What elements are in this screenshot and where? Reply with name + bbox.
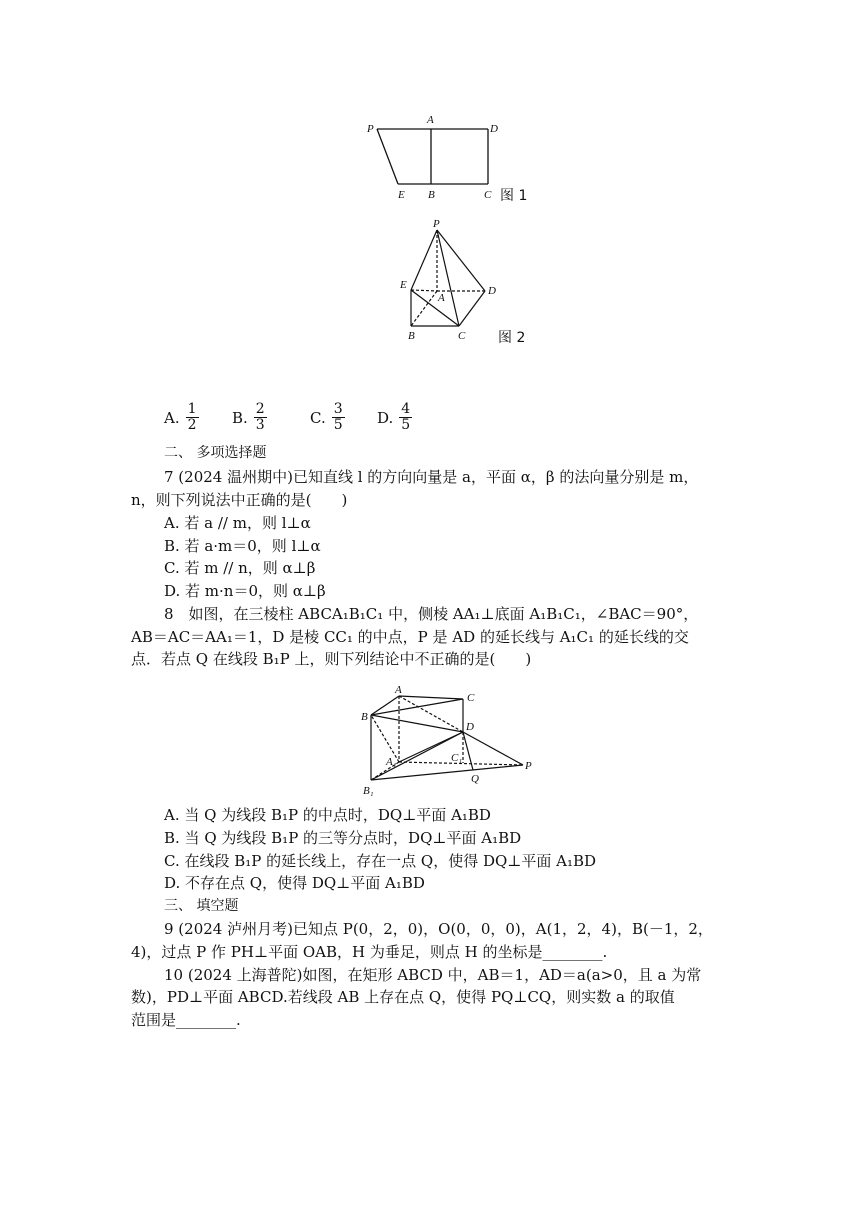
q8-stem-line2: AB＝AC＝AA₁＝1，D 是棱 CC₁ 的中点，P 是 AD 的延长线与 A₁C₁ 的延长线的交 [131,628,689,646]
fig3-label-P: P [525,760,532,772]
q6-option-b[interactable]: B. $\frac{2}{3}$ [232,401,265,433]
fig3-edge-DP [463,732,523,765]
figure-2 [395,218,545,350]
fig2-label-A: A [438,292,445,304]
fig3-label-D: D [466,721,474,733]
section-3-title: 三、 填空题 [164,898,239,914]
fig1-caption: 图 1 [500,188,528,204]
q8-option-b[interactable]: B. 当 Q 为线段 B₁P 的三等分点时，DQ⊥平面 A₁BD [164,829,522,847]
fig2-label-D: D [488,285,496,297]
fig3-label-C1: C₁ [451,752,463,764]
q6-option-c[interactable]: C. $\frac{3}{5}$ [310,401,343,433]
fig2-label-B: B [408,330,415,342]
fig2-label-C: C [458,330,466,342]
section-2-title: 二、 多项选择题 [164,445,267,461]
fig3-label-C: C [467,692,475,704]
fraction: $\frac{1}{2}$ [187,401,197,433]
q9-stem-line2: 4)，过点 P 作 PH⊥平面 OAB，H 为垂足，则点 H 的坐标是________. [131,943,608,961]
figure-3 [355,682,545,800]
fig2-label-E: E [400,279,407,291]
fig2-label-P: P [433,218,440,230]
q10-stem-line1: 10 (2024 上海普陀)如图，在矩形 ABCD 中，AB＝1，AD＝a(a>0，且 a 为常 [164,966,702,984]
q8-option-c[interactable]: C. 在线段 B₁P 的延长线上，存在一点 Q，使得 DQ⊥平面 A₁BD [164,852,597,870]
q10-stem-line2: 数)，PD⊥平面 ABCD.若线段 AB 上存在点 Q，使得 PQ⊥CQ，则实数 a 的取值 [131,988,675,1006]
q9-stem-line1: 9 (2024 泸州月考)已知点 P(0，2，0)，O(0，0，0)，A(1，2，4)，B(－1，2， [164,920,713,938]
q7-option-c[interactable]: C. 若 m // n，则 α⊥β [164,559,316,577]
q8-option-a[interactable]: A. 当 Q 为线段 B₁P 的中点时，DQ⊥平面 A₁BD [164,806,491,824]
q7-option-d[interactable]: D. 若 m·n＝0，则 α⊥β [164,582,326,600]
q6-option-d[interactable]: D. $\frac{4}{5}$ [377,401,411,433]
fig3-edge-BC [371,699,463,715]
q7-option-a[interactable]: A. 若 a // m，则 l⊥α [164,514,311,532]
fig2-edge-EA [411,290,437,291]
fig1-label-D: D [490,123,498,135]
q8-option-d[interactable]: D. 不存在点 Q，使得 DQ⊥平面 A₁BD [164,874,425,892]
fig1-label-P: P [367,123,374,135]
fig3-label-A: A [395,684,402,696]
fig2-edge-PE [411,230,437,290]
q10-stem-line3: 范围是________. [131,1011,241,1029]
fig3-label-B1: B₁ [363,785,374,797]
fig3-edge-A1B [371,715,399,762]
fig2-edge-AB [411,291,437,326]
q6-option-a[interactable]: A. $\frac{1}{2}$ [164,401,197,433]
fig3-edge-BD [371,715,463,732]
fig3-label-Q: Q [471,773,479,785]
fig1-label-B: B [428,189,435,201]
fig1-label-C: C [484,189,492,201]
fraction: $\frac{3}{5}$ [333,401,343,433]
q7-option-b[interactable]: B. 若 a·m＝0，则 l⊥α [164,537,321,555]
figure-1 [360,112,540,208]
fig2-edge-CD [459,291,485,326]
fig1-label-E: E [398,189,405,201]
q7-stem-line2: n，则下列说法中正确的是( ) [131,491,348,509]
fig1-edge-PE [377,129,398,184]
q7-stem-line1: 7 (2024 温州期中)已知直线 l 的方向向量是 a，平面 α，β 的法向量分别是 m， [164,468,699,486]
fig2-caption: 图 2 [498,330,526,346]
fig3-edge-AC [399,696,463,699]
fig1-label-A: A [427,114,434,126]
fraction: $\frac{4}{5}$ [401,401,411,433]
fig3-label-A1: A₁ [386,756,397,768]
fig3-label-B: B [361,711,368,723]
fraction: $\frac{2}{3}$ [255,401,265,433]
q8-stem-line3: 点．若点 Q 在线段 B₁P 上，则下列结论中不正确的是( ) [131,650,532,668]
q8-stem-line1: 8 如图，在三棱柱 ABCA₁B₁C₁ 中，侧棱 AA₁⊥底面 A₁B₁C₁，∠BAC＝90°， [164,605,699,623]
